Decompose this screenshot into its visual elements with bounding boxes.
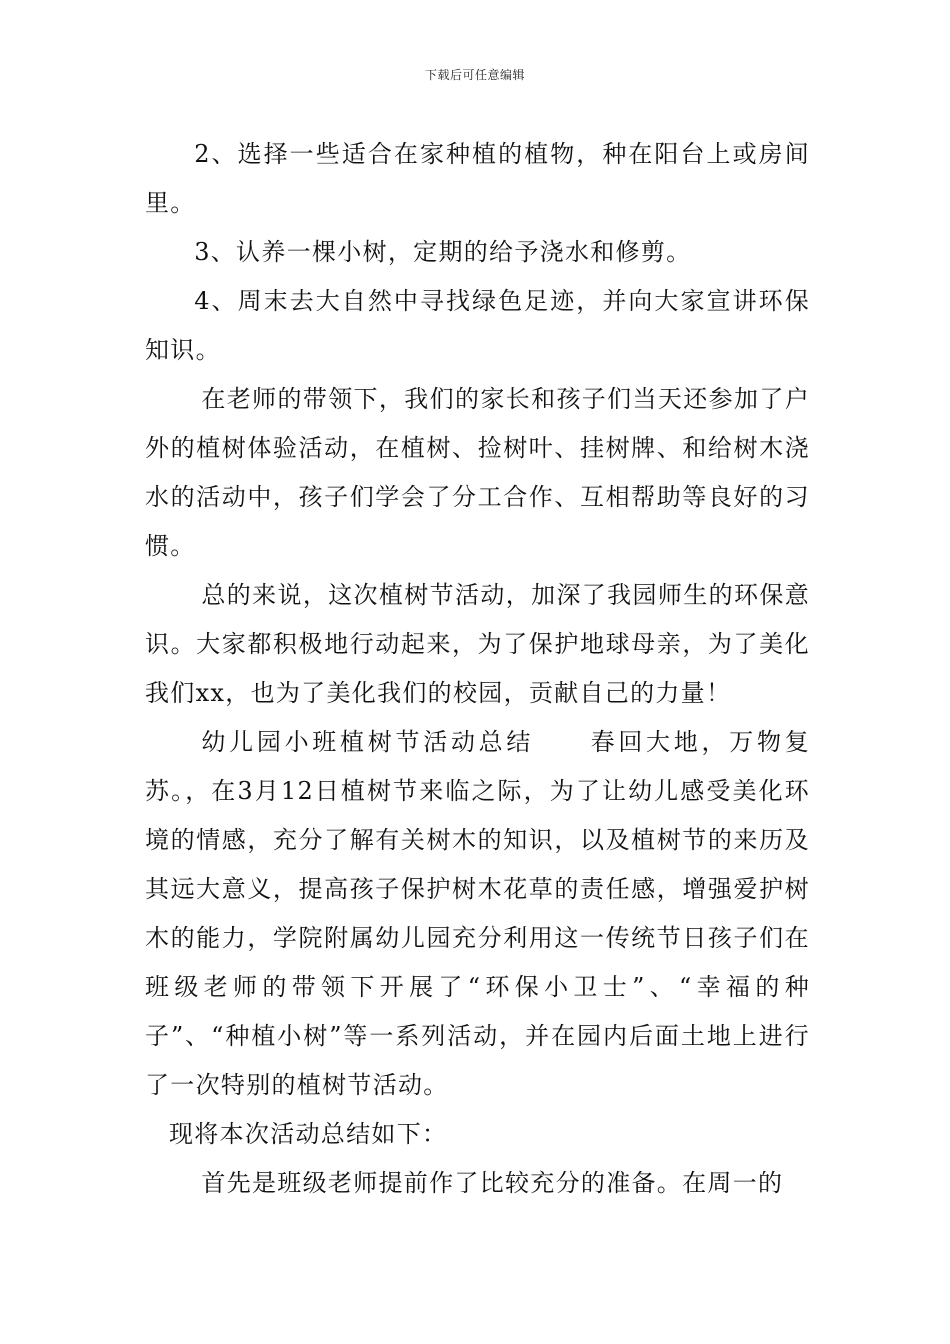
- header-note: 下载后可任意编辑: [424, 68, 525, 82]
- summary-title: 幼儿园小班植树节活动总结: [201, 728, 535, 756]
- paragraph-item-2: 2、选择一些适合在家种植的植物，种在阳台上或房间里。: [145, 140, 810, 217]
- paragraph-preparation: 首先是班级老师提前作了比较充分的准备。在周一的: [201, 1169, 784, 1197]
- paragraph-item-4: 4、周末去大自然中寻找绿色足迹，并向大家宣讲环保知识。: [145, 287, 810, 364]
- paragraph-summary: [145, 718, 810, 1110]
- summary-lead: 春回大地，万物复苏。，在3月12日植树节来临之际，为了让幼儿感受美化环境的情感，充分了解有关树木的知识，以及植树节的来历及其远大意义，提高孩子保护树木花草的责任感，增强爱护树木的能力，学院附属幼儿园充分利用这一传统节日孩子们在班级老师的带领下开展了“环保小卫士”、“幸福的种子”、“种植小树”等一系列活动，并在园内后面土地上进行了一次特别的植树节活动。: [145, 728, 810, 1099]
- paragraph-summary-intro: 现将本次活动总结如下：: [169, 1120, 448, 1148]
- document-body: [145, 130, 810, 1208]
- paragraph-item-3: 3、认养一棵小树，定期的给予浇水和修剪。: [194, 238, 692, 266]
- paragraph-planting-activity: 在老师的带领下，我们的家长和孩子们当天还参加了户外的植树体验活动，在植树、捡树叶、挂树牌、和给树木浇水的活动中，孩子们学会了分工合作、互相帮助等良好的习惯。: [145, 385, 810, 560]
- paragraph-conclusion: 总的来说，这次植树节活动，加深了我园师生的环保意识。大家都积极地行动起来，为了保护地球母亲，为了美化我们xx，也为了美化我们的校园，贡献自己的力量！: [145, 581, 810, 707]
